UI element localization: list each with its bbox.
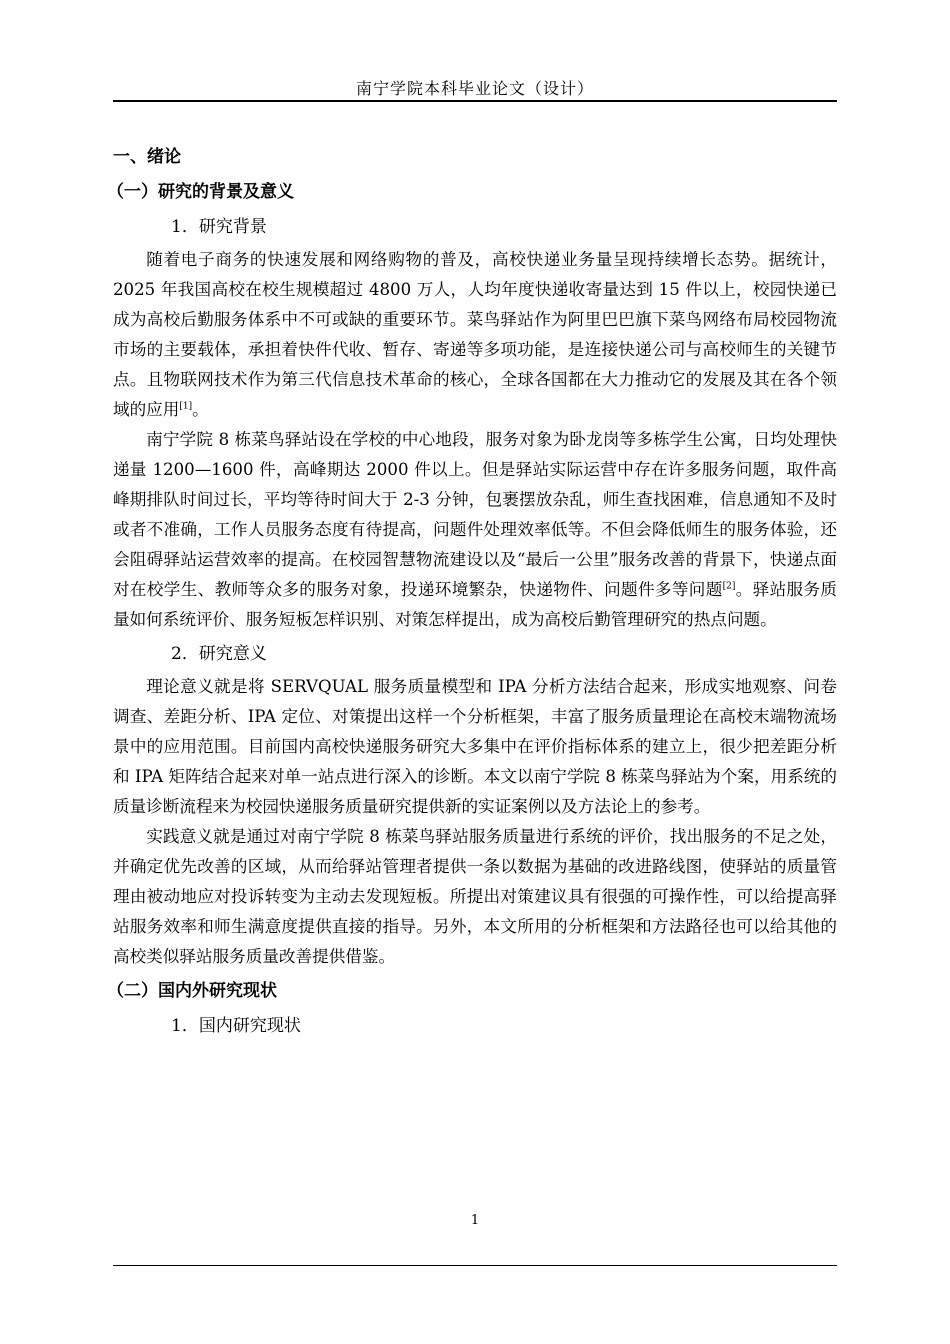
- section-heading-research-status: （二）国内外研究现状: [107, 981, 277, 1001]
- subsection-heading-domestic: 1．国内研究现状: [171, 1016, 301, 1036]
- paragraph-text-end: 。: [192, 400, 209, 419]
- paragraph-significance-2: 实践意义就是通过对南宁学院 8 栋菜鸟驿站服务质量进行系统的评价，找出服务的不足之处，并确定优先改善的区域，从而给驿站管理者提供一条以数据为基础的改进路线图，使驿站的质量管理由被动地应对投诉转变为主动去发现短板。所提出对策建议具有很强的可操作性，可以给提高驿站服务效率和师生满意度提供直接的指导。另外，本文所用的分析框架和方法路径也可以给其他的高校类似驿站服务质量改善提供借鉴。: [113, 827, 837, 966]
- citation-ref: [1]: [179, 401, 193, 412]
- paragraph-text: 随着电子商务的快速发展和网络购物的普及，高校快递业务量呈现持续增长态势。据统计，2025 年我国高校在校生规模超过 4800 万人，人均年度快递收寄量达到 15 件以上，校园快递已成为高校后勤服务体系中不可或缺的重要环节。菜鸟驿站作为阿里巴巴旗下菜鸟网络布局校园物流市场的主要载体，承担着快件代收、暂存、寄递等多项功能，是连接快递公司与高校师生的关键节点。且物联网技术作为第三代信息技术革命的核心，全球各国都在大力推动它的发展及其在各个领域的应用: [113, 250, 837, 419]
- subsection-heading-significance: 2．研究意义: [171, 644, 267, 664]
- header-divider: [113, 100, 837, 102]
- footer-divider: [113, 1265, 837, 1266]
- paragraph-text: 南宁学院 8 栋菜鸟驿站设在学校的中心地段，服务对象为卧龙岗等多栋学生公寓，日均处理快递量 1200—1600 件，高峰期达 2000 件以上。但是驿站实际运营中存在许多服务问题，取件高峰期排队时间过长，平均等待时间大于 2-3 分钟，包裹摆放杂乱，师生查找困难，信息通知不及时或者不准确，工作人员服务态度有待提高，问题件处理效率低等。不但会降低师生的服务体验，还会阻碍驿站运营效率的提高。在校园智慧物流建设以及“最后一公里”服务改善的背景下，快递点面对在校学生、教师等众多的服务对象，投递环境繁杂，快递物件、问题件多等问题: [113, 430, 837, 599]
- paragraph-background-2: [113, 425, 837, 635]
- page-number: 1: [470, 1213, 480, 1228]
- chapter-heading: 一、绪论: [113, 147, 181, 167]
- paragraph-background-1: [113, 245, 837, 425]
- document-body: [107, 140, 837, 1044]
- section-heading-background: （一）研究的背景及意义: [107, 182, 294, 202]
- paragraph-significance-1: 理论意义就是将 SERVQUAL 服务质量模型和 IPA 分析方法结合起来，形成实地观察、问卷调查、差距分析、IPA 定位、对策提出这样一个分析框架，丰富了服务质量理论在高校末端物流场景中的应用范围。目前国内高校快递服务研究大多集中在评价指标体系的建立上，很少把差距分析和 IPA 矩阵结合起来对单一站点进行深入的诊断。本文以南宁学院 8 栋菜鸟驿站为个案，用系统的质量诊断流程来为校园快递服务质量研究提供新的实证案例以及方法论上的参考。: [113, 677, 837, 816]
- citation-ref: [2]: [722, 581, 736, 592]
- paragraph-text-end: 。驿站服务质量如何系统评价、服务短板怎样识别、对策怎样提出，成为高校后勤管理研究的热点问题。: [113, 580, 837, 629]
- running-header: 南宁学院本科毕业论文（设计）: [355, 79, 594, 98]
- subsection-heading-background: 1．研究背景: [171, 217, 267, 237]
